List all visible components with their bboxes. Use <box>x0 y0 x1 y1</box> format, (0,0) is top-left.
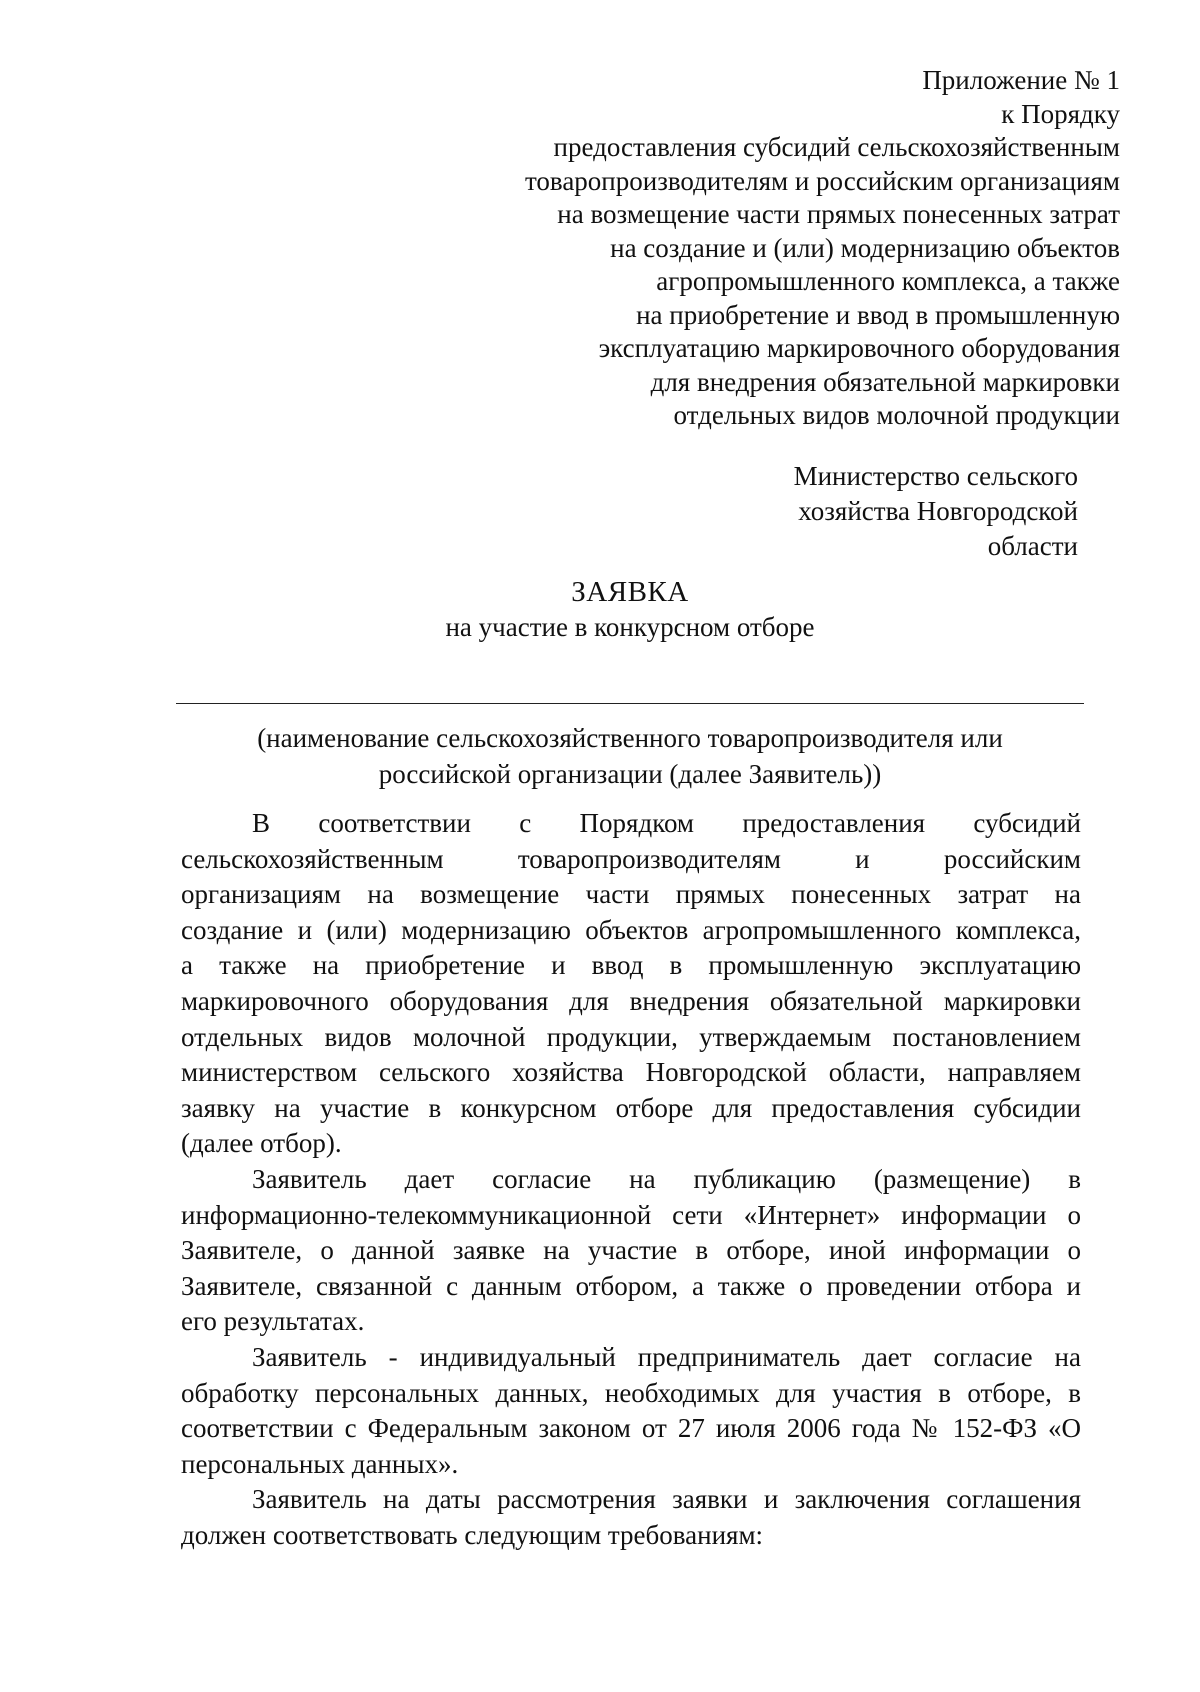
appendix-line: к Порядку <box>1001 98 1120 129</box>
appendix-line: на приобретение и ввод в промышленную <box>636 299 1120 330</box>
applicant-name-blank-line <box>176 703 1084 704</box>
text-line: информационно-телекоммуникационной сети «Интернет» информации о <box>181 1199 1081 1230</box>
addressee-line: Министерство сельского <box>793 461 1078 491</box>
text-line: Заявитель на даты рассмотрения заявки и заключения соглашения <box>252 1484 1081 1515</box>
addressee-block <box>700 459 1078 564</box>
paragraph-personal-data-consent <box>181 1340 1081 1482</box>
appendix-line: для внедрения обязательной маркировки <box>650 366 1120 397</box>
text-line: должен соответствовать следующим требованиям: <box>181 1519 764 1550</box>
text-line: организациям на возмещение части прямых понесенных затрат на <box>181 879 1081 910</box>
text-line: Заявителе, связанной с данным отбором, а также о проведении отбора и <box>181 1270 1081 1301</box>
appendix-line: агропромышленного комплекса, а также <box>656 266 1120 296</box>
appendix-line: товаропроизводителям и российским организациям <box>524 165 1120 196</box>
appendix-line: эксплуатацию маркировочного оборудования <box>598 333 1120 363</box>
text-line: маркировочного оборудования для внедрения обязательной маркировки <box>181 985 1081 1016</box>
text-line: (далее отбор). <box>181 1128 342 1159</box>
addressee-line: хозяйства Новгородской <box>798 496 1078 526</box>
appendix-line: Приложение № 1 <box>922 65 1120 95</box>
appendix-line: предоставления субсидий сельскохозяйственным <box>553 132 1120 162</box>
application-body <box>181 806 1081 1553</box>
text-line: соответствии с Федеральным законом от 27 июля 2006 года № 152-ФЗ «О <box>181 1413 1081 1444</box>
paragraph-requirements <box>181 1482 1081 1553</box>
addressee-line: области <box>987 531 1078 561</box>
caption-line: российской организации (далее Заявитель)) <box>378 759 882 789</box>
text-line: Заявителе, о данной заявке на участие в отборе, иной информации о <box>181 1235 1081 1266</box>
caption-line: (наименование сельскохозяйственного товаропроизводителя или <box>257 723 1003 753</box>
paragraph-publication-consent <box>181 1162 1081 1340</box>
text-line: отдельных видов молочной продукции, утверждаемым постановлением <box>181 1021 1081 1052</box>
text-line: сельскохозяйственным товаропроизводителям и российским <box>181 843 1081 874</box>
document-heading <box>176 574 1084 644</box>
text-line: создание и (или) модернизацию объектов агропромышленного комплекса, <box>181 914 1081 945</box>
appendix-line: на создание и (или) модернизацию объектов <box>610 232 1120 263</box>
text-line: Заявитель - индивидуальный предприниматель дает согласие на <box>252 1341 1081 1372</box>
appendix-line: отдельных видов молочной продукции <box>673 400 1120 430</box>
text-line: Заявитель дает согласие на публикацию (размещение) в <box>252 1163 1081 1194</box>
paragraph-intro <box>181 806 1081 1162</box>
appendix-header <box>440 64 1120 433</box>
text-line: заявку на участие в конкурсном отборе для предоставления субсидии <box>181 1092 1081 1123</box>
document-title: ЗАЯВКА <box>571 576 689 608</box>
text-line: персональных данных». <box>181 1448 459 1479</box>
text-line: В соответствии с Порядком предоставления субсидий <box>252 808 1081 838</box>
text-line: министерством сельского хозяйства Новгородской области, направляем <box>181 1057 1081 1088</box>
text-line: его результатах. <box>181 1306 365 1337</box>
document-subtitle: на участие в конкурсном отборе <box>445 612 815 642</box>
appendix-line: на возмещение части прямых понесенных затрат <box>557 199 1120 229</box>
text-line: обработку персональных данных, необходимых для участия в отборе, в <box>181 1377 1081 1408</box>
applicant-name-caption <box>176 720 1084 792</box>
text-line: а также на приобретение и ввод в промышленную эксплуатацию <box>181 950 1081 981</box>
